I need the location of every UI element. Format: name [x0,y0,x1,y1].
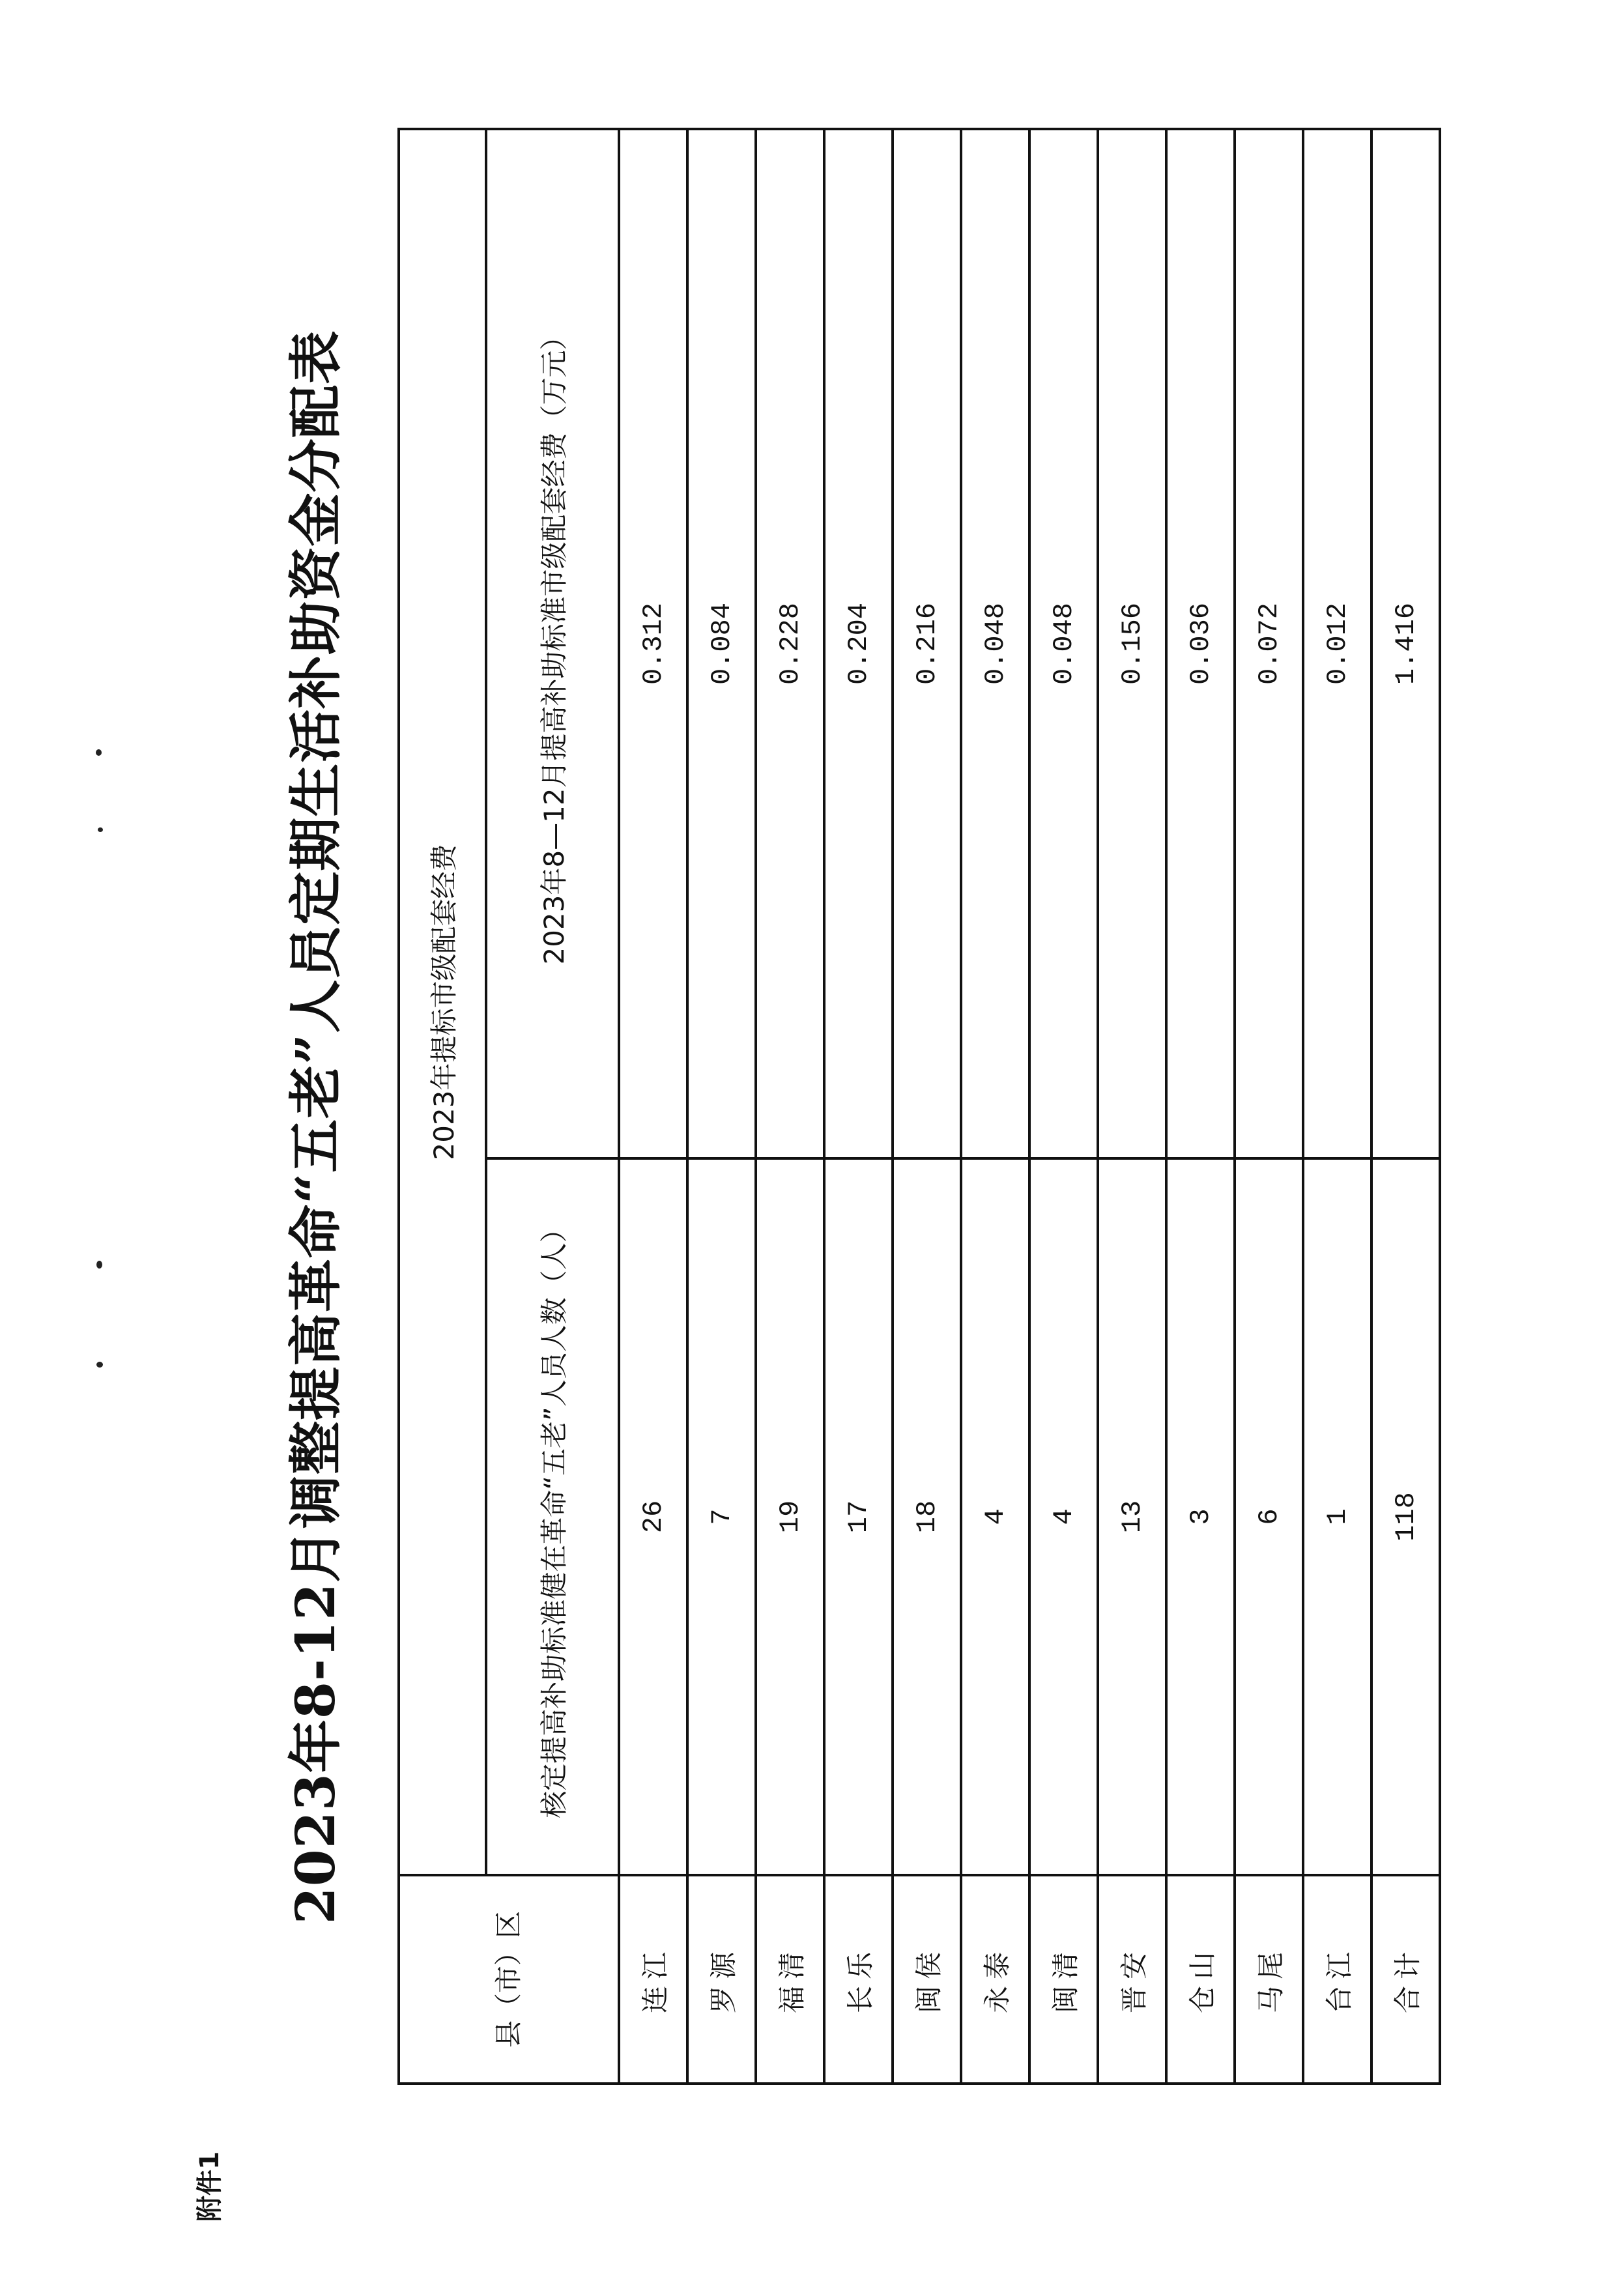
header-county [399,1875,619,2084]
people-cell: 26 [619,1158,687,1875]
funds-cell: 0.048 [961,129,1029,1158]
table-row [961,129,1029,2084]
county-cell: 闽侯 [893,1875,961,2084]
table-row [1029,129,1098,2084]
scan-speck [96,749,102,756]
scan-speck [98,827,103,832]
county-cell: 罗源 [687,1875,756,2084]
people-cell: 3 [1166,1158,1235,1875]
county-cell: 马尾 [1235,1875,1303,2084]
table-row [893,129,961,2084]
funds-cell: 0.084 [687,129,756,1158]
table-row [824,129,893,2084]
funds-cell: 0.048 [1029,129,1098,1158]
county-cell: 晋安 [1098,1875,1166,2084]
header-group: 2023年提标市级配套经费 [399,129,486,1875]
allocation-table [397,128,1441,2085]
people-cell: 6 [1235,1158,1303,1875]
funds-cell: 0.228 [756,129,824,1158]
table-row [619,129,687,2084]
people-cell: 18 [893,1158,961,1875]
table-row [756,129,824,2084]
rotated-document-page [189,20,1427,2222]
people-cell: 4 [1029,1158,1098,1875]
table-row [1166,129,1235,2084]
county-cell: 连江 [619,1875,687,2084]
funds-cell: 1.416 [1371,129,1440,1158]
header-people: 核定提高补助标准健在革命“五老”人员人数（人） [486,1158,619,1875]
table-row [1303,129,1371,2084]
table-row [687,129,756,2084]
header-county-label: 县（市）区 [492,1911,524,2048]
funds-cell: 0.156 [1098,129,1166,1158]
table-row [1098,129,1166,2084]
county-cell: 台江 [1303,1875,1371,2084]
people-cell: 19 [756,1158,824,1875]
funds-cell: 0.012 [1303,129,1371,1158]
funds-cell: 0.216 [893,129,961,1158]
page-title: 2023年8-12月调整提高革命“五老”人员定期生活补助资金分配表 [285,330,347,1925]
header-funds: 2023年8—12月提高补助标准市级配套经费（万元） [486,129,619,1158]
funds-cell: 0.312 [619,129,687,1158]
county-cell: 合计 [1371,1875,1440,2084]
people-cell: 4 [961,1158,1029,1875]
funds-cell: 0.204 [824,129,893,1158]
county-cell: 长乐 [824,1875,893,2084]
county-cell: 仓山 [1166,1875,1235,2084]
scan-speck [96,1362,103,1368]
county-cell: 闽清 [1029,1875,1098,2084]
attachment-label: 附件1 [195,2151,225,2222]
people-cell: 118 [1371,1158,1440,1875]
table-row-total [1371,129,1440,2084]
funds-cell: 0.036 [1166,129,1235,1158]
county-cell: 福清 [756,1875,824,2084]
people-cell: 1 [1303,1158,1371,1875]
people-cell: 13 [1098,1158,1166,1875]
scan-speck [96,1261,102,1269]
people-cell: 7 [687,1158,756,1875]
people-cell: 17 [824,1158,893,1875]
funds-cell: 0.072 [1235,129,1303,1158]
county-cell: 永泰 [961,1875,1029,2084]
table-row [1235,129,1303,2084]
